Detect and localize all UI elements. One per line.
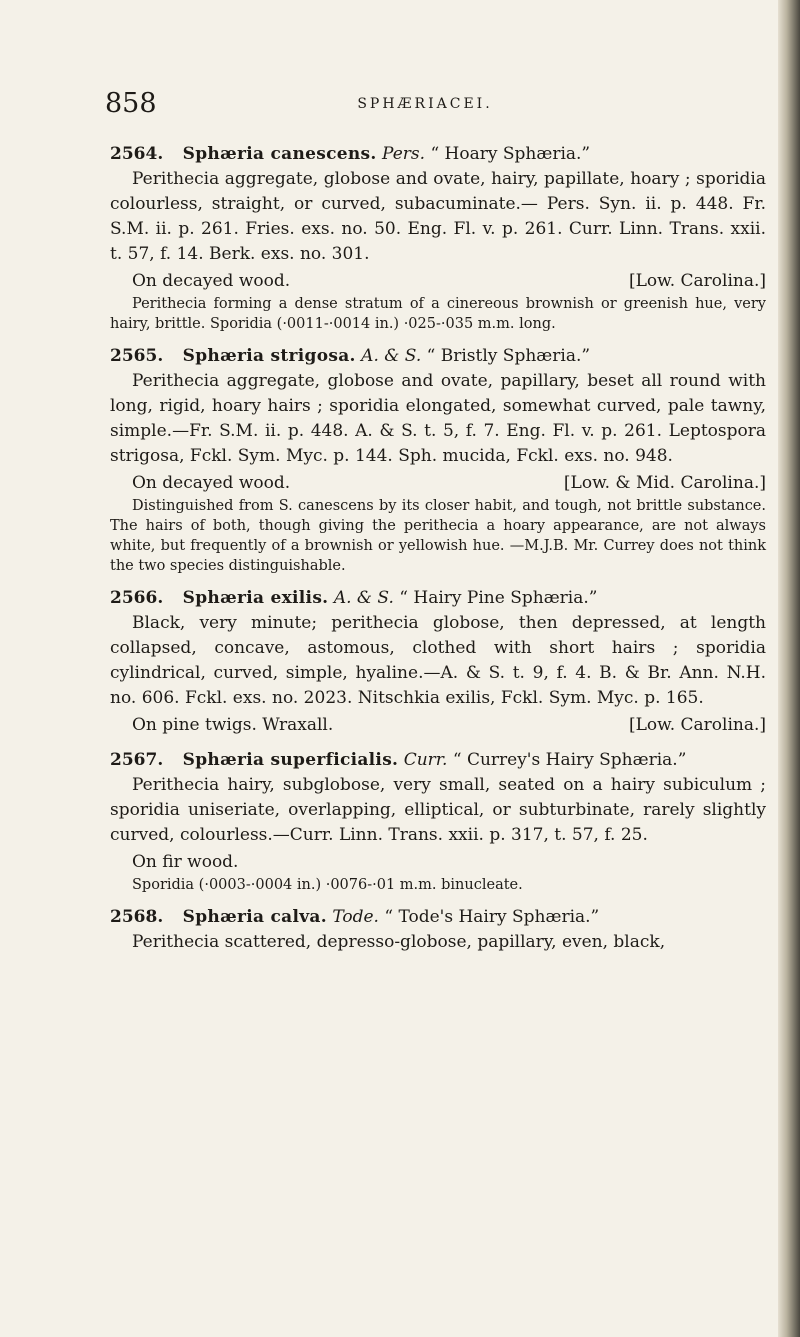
species-entry-2568	[110, 905, 766, 955]
page-content	[110, 142, 766, 965]
species-entry-2565	[110, 344, 766, 576]
species-note: Perithecia forming a dense stratum of a cinereous brownish or greenish hue, very hairy, brittle. Sporidia (·0011-·0014 in.) ·025-·035 m.m. long.	[110, 296, 766, 332]
locality: [Low. & Mid. Carolina.]	[563, 473, 766, 493]
habitat-line	[132, 471, 766, 496]
species-name: Sphæria calva.	[182, 907, 327, 927]
entry-heading	[110, 142, 766, 167]
species-description: Perithecia aggregate, globose and ovate, papillary, beset all round with long, rigid, hoary hairs ; sporidia elongated, somewhat curved, pale tawny, simple.—Fr. S.M. ii. p. 448. A. & S. t. 5, f. 7. Eng. Fl. v. p. 261. Leptospora strigosa, Fckl. Sym. Myc. p. 144. Sph. mucida, Fckl. exs. no. 948.	[110, 371, 766, 466]
species-description: Perithecia hairy, subglobose, very small, seated on a hairy subiculum ; sporidia uniseriate, overlapping, elliptical, or subturbinate, rarely slightly curved, colourless.—Curr. Linn. Trans. xxii. p. 317, t. 57, f. 25.	[110, 775, 766, 845]
common-name: “ Tode's Hairy Sphæria.”	[384, 907, 600, 927]
habitat-line	[132, 850, 766, 875]
species-authority: Tode.	[332, 907, 379, 927]
species-description: Perithecia scattered, depresso-globose, papillary, even, black,	[132, 932, 666, 952]
common-name: “ Hairy Pine Sphæria.”	[399, 588, 598, 608]
entry-number: 2568.	[110, 907, 164, 927]
species-description: Black, very minute; perithecia globose, then depressed, at length collapsed, concave, astomous, clothed with short hairs ; sporidia cylindrical, curved, simple, hyaline.—A. & S. t. 9, f. 4. B. & Br. Ann. N.H. no. 606. Fckl. exs. no. 2023. Nitschkia exilis, Fckl. Sym. Myc. p. 165.	[110, 613, 766, 708]
species-authority: A. & S.	[333, 588, 394, 608]
common-name: “ Currey's Hairy Sphæria.”	[452, 750, 687, 770]
entry-heading	[110, 905, 766, 930]
species-name: Sphæria superficialis.	[182, 750, 399, 770]
species-authority: A. & S.	[361, 346, 422, 366]
entry-number: 2566.	[110, 588, 164, 608]
entry-number: 2564.	[110, 144, 164, 164]
species-name: Sphæria exilis.	[182, 588, 329, 608]
species-authority: Curr.	[403, 750, 448, 770]
page-header	[105, 88, 745, 128]
entry-number: 2565.	[110, 346, 164, 366]
species-entry-2566	[110, 586, 766, 738]
entry-number: 2567.	[110, 750, 164, 770]
locality: [Low. Carolina.]	[629, 271, 766, 291]
entry-heading	[110, 344, 766, 369]
common-name: “ Bristly Sphæria.”	[426, 346, 591, 366]
species-name: Sphæria strigosa.	[182, 346, 356, 366]
species-authority: Pers.	[382, 144, 426, 164]
species-note: Distinguished from S. canescens by its closer habit, and tough, not brittle substance. The hairs of both, though giving the perithecia a hoary appearance, are not always white, but frequently of a brownish or yellowish hue. —M.J.B. Mr. Currey does not think the two species distinguishable.	[110, 498, 766, 574]
habitat-line	[132, 713, 766, 738]
habitat-line	[132, 269, 766, 294]
species-entry-2567	[110, 748, 766, 895]
entry-heading	[110, 748, 766, 773]
common-name: “ Hoary Sphæria.”	[430, 144, 591, 164]
habitat: On pine twigs. Wraxall.	[132, 715, 334, 735]
habitat: On decayed wood.	[132, 271, 291, 291]
locality: [Low. Carolina.]	[629, 715, 766, 735]
habitat: On fir wood.	[132, 852, 239, 872]
species-entry-2564	[110, 142, 766, 334]
species-note: Sporidia (·0003-·0004 in.) ·0076-·01 m.m. binucleate.	[132, 877, 523, 893]
habitat: On decayed wood.	[132, 473, 291, 493]
page-edge-shadow	[778, 0, 800, 1337]
page-number: 858	[105, 88, 157, 119]
entry-heading	[110, 586, 766, 611]
running-title: SPHÆRIACEI.	[357, 96, 493, 112]
species-description: Perithecia aggregate, globose and ovate, hairy, papillate, hoary ; sporidia colourless, straight, or curved, subacuminate.— Pers. Syn. ii. p. 448. Fr. S.M. ii. p. 261. Fries. exs. no. 50. Eng. Fl. v. p. 261. Curr. Linn. Trans. xxii. t. 57, f. 14. Berk. exs. no. 301.	[110, 169, 766, 264]
species-name: Sphæria canescens.	[182, 144, 377, 164]
